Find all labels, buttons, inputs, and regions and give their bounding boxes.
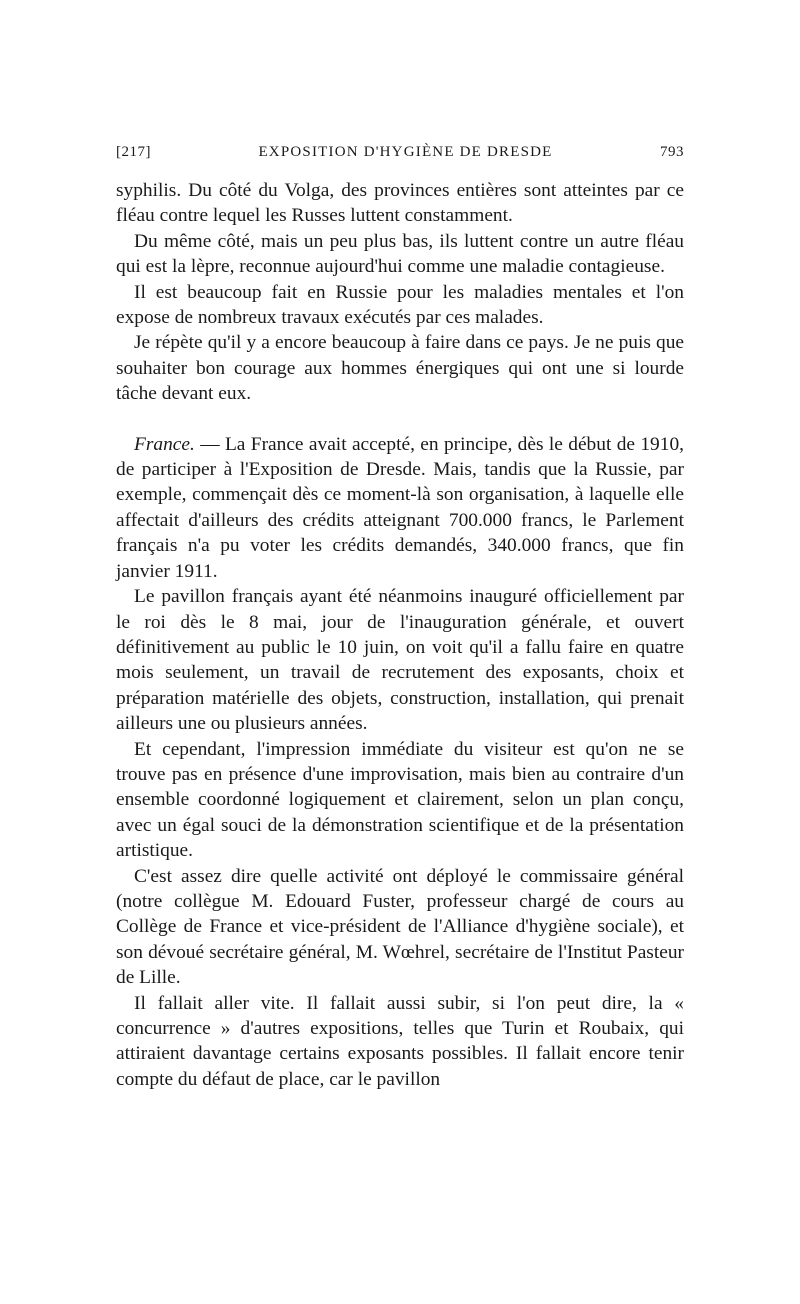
paragraph: Et cependant, l'impression immédiate du visiteur est qu'on ne se trouve pas en présence d'une improvisation, mais bien au contraire d'un ensemble coordonné logiquement et clairement, selon un plan conçu, avec un égal souci de la démonstration scientifique et de la présentation artistique. [116, 738, 684, 862]
paragraph-france [116, 432, 684, 584]
section-label-france: France. [134, 433, 195, 455]
page-number: 793 [659, 144, 684, 160]
running-title: EXPOSITION D'HYGIÈNE DE DRESDE [258, 144, 553, 160]
paragraph: C'est assez dire quelle activité ont déployé le commissaire général (notre collègue M. Edouard Fuster, professeur chargé de cours au Collège de France et vice-président de l'Alliance d'hygiène sociale), et son dévoué secrétaire général, M. Wœhrel, secrétaire de l'Institut Pasteur de Lille. [116, 865, 684, 989]
book-page [116, 144, 684, 1092]
paragraph: Je répète qu'il y a encore beaucoup à faire dans ce pays. Je ne puis que souhaiter bon courage aux hommes énergiques qui ont une si lourde tâche devant eux. [116, 332, 684, 405]
running-head [116, 144, 684, 166]
paragraph: Du même côté, mais un peu plus bas, ils luttent contre un autre fléau qui est la lèpre, reconnue aujourd'hui comme une maladie contagieuse. [116, 230, 684, 278]
body-text [116, 178, 684, 1092]
paragraph: Il fallait aller vite. Il fallait aussi subir, si l'on peut dire, la « concurrence » d'autres expositions, telles que Turin et Roubaix, qui attiraient davantage certains exposants possibles. Il fallait encore tenir compte du défaut de place, car le pavillon [116, 992, 684, 1090]
paragraph-france-text: — La France avait accepté, en principe, dès le début de 1910, de participer à l'Exposition de Dresde. Mais, tandis que la Russie, par exemple, commençait dès ce moment-là son organisation, à laquelle elle affectait d'ailleurs des crédits atteignant 700.000 francs, le Parlement français n'a pu voter les crédits demandés, 340.000 francs, que fin janvier 1911. [116, 433, 684, 582]
paragraph-continued: syphilis. Du côté du Volga, des provinces entières sont atteintes par ce fléau contre lequel les Russes luttent constamment. [116, 180, 684, 227]
paragraph: Il est beaucoup fait en Russie pour les maladies mentales et l'on expose de nombreux travaux exécutés par ces malades. [116, 281, 684, 329]
paragraph: Le pavillon français ayant été néanmoins inauguré officiellement par le roi dès le 8 mai, jour de l'inauguration générale, et ouvert définitivement au public le 10 juin, on voit qu'il a fallu faire en quatre mois seulement, un travail de recrutement des exposants, choix et préparation matérielle des objets, construction, installation, qui prenait ailleurs une ou plusieurs années. [116, 586, 684, 735]
folio-left: [217] [116, 144, 151, 160]
